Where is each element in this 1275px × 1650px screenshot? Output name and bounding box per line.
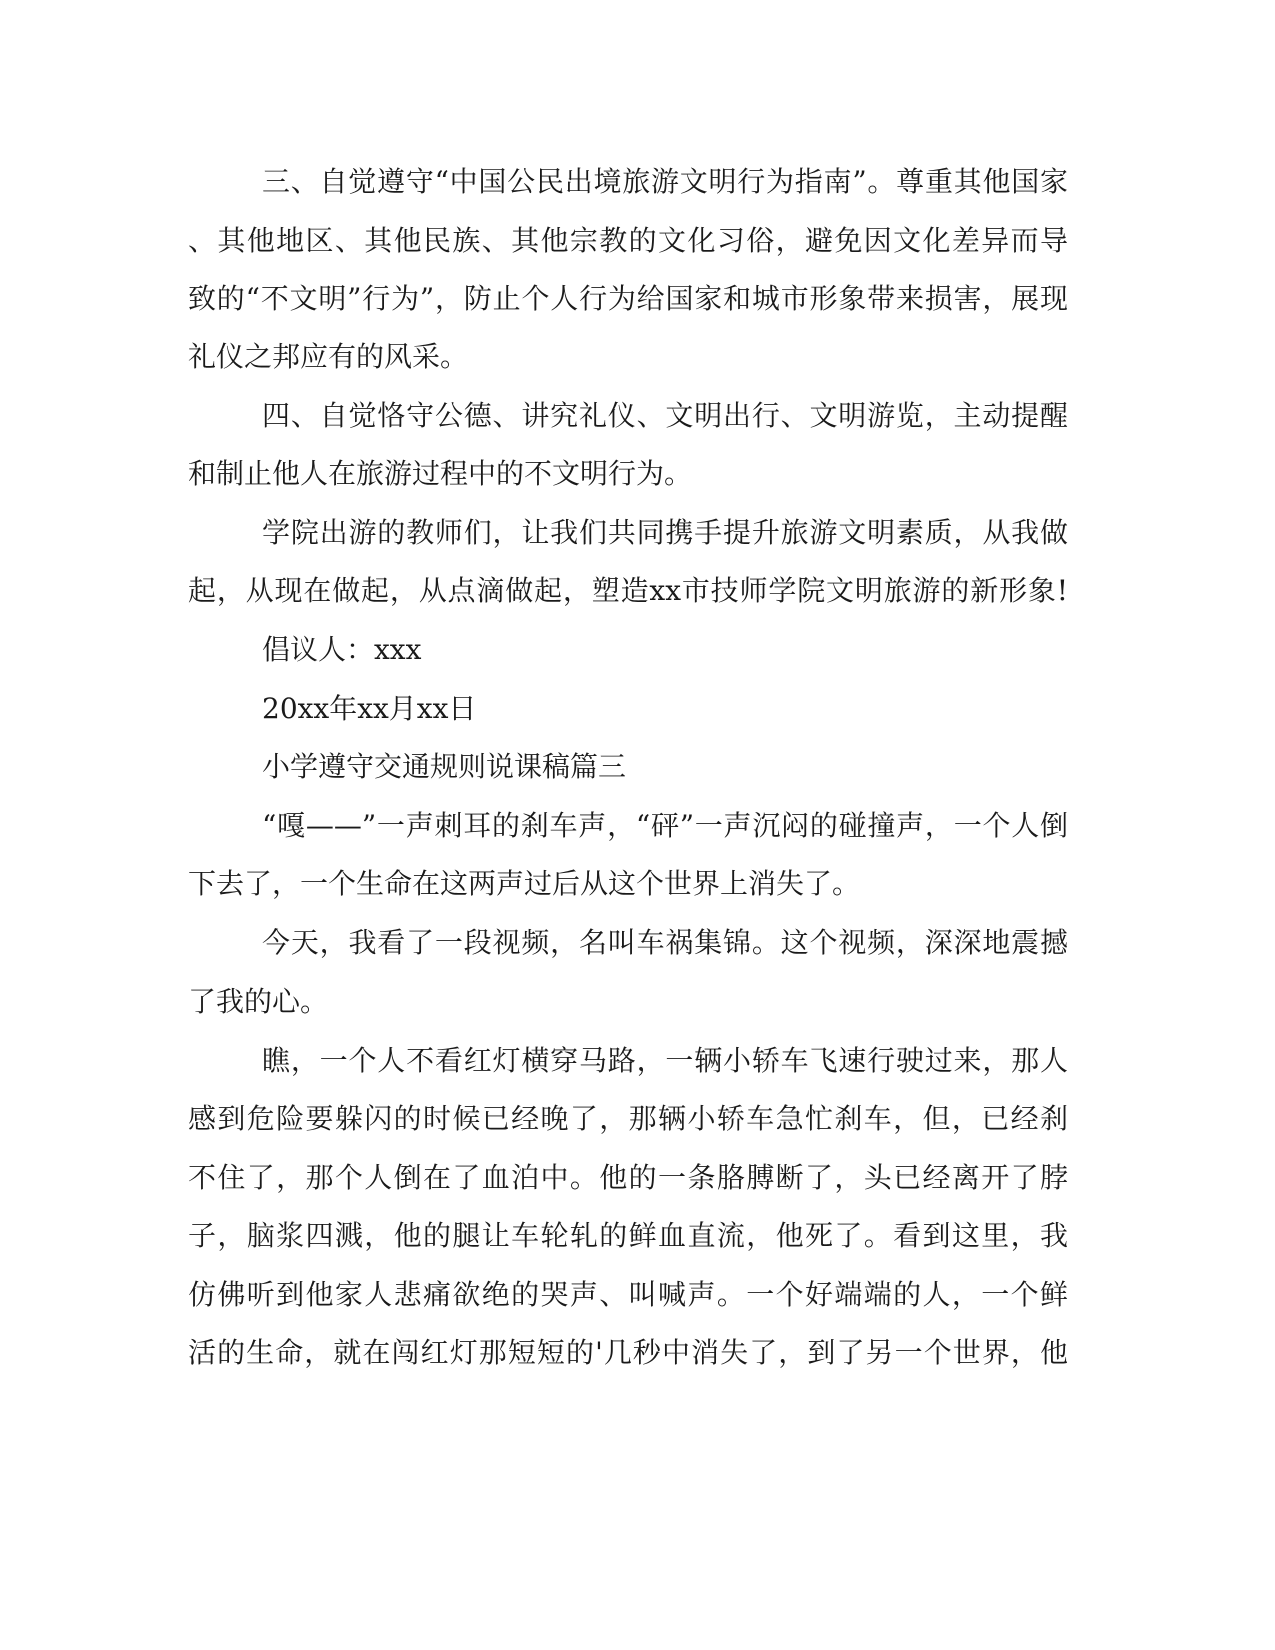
text-line: 子，脑浆四溅，他的腿让车轮轧的鲜血直流，他死了。看到这里，我	[188, 1219, 1068, 1252]
section-heading: 小学遵守交通规则说课稿篇三	[262, 750, 627, 783]
text-line: 三、自觉遵守“中国公民出境旅游文明行为指南”。尊重其他国家	[262, 165, 1068, 198]
text-line: 致的“不文明”行为”，防止个人行为给国家和城市形象带来损害，展现	[188, 282, 1068, 315]
text-line: 和制止他人在旅游过程中的不文明行为。	[188, 457, 693, 490]
text-line: 下去了，一个生命在这两声过后从这个世界上消失了。	[188, 867, 861, 900]
text-line: 活的生命，就在闯红灯那短短的'几秒中消失了，到了另一个世界，他	[188, 1336, 1068, 1369]
text-line: 仿佛听到他家人悲痛欲绝的哭声、叫喊声。一个好端端的人，一个鲜	[188, 1278, 1068, 1311]
text-line: 、其他地区、其他民族、其他宗教的文化习俗，避免因文化差异而导	[188, 224, 1068, 257]
text-line: “嘎——”一声刺耳的刹车声，“砰”一声沉闷的碰撞声，一个人倒	[262, 809, 1068, 842]
signer-line: 倡议人：xxx	[262, 633, 422, 666]
text-line: 今天，我看了一段视频，名叫车祸集锦。这个视频，深深地震撼	[262, 926, 1068, 959]
text-line: 瞧，一个人不看红灯横穿马路，一辆小轿车飞速行驶过来，那人	[262, 1044, 1068, 1077]
text-line: 不住了，那个人倒在了血泊中。他的一条胳膊断了，头已经离开了脖	[188, 1161, 1068, 1194]
text-line: 学院出游的教师们，让我们共同携手提升旅游文明素质，从我做	[262, 516, 1068, 549]
text-line: 感到危险要躲闪的时候已经晚了，那辆小轿车急忙刹车，但，已经刹	[188, 1102, 1068, 1135]
date-line: 20xx年xx月xx日	[262, 692, 477, 725]
text-line: 四、自觉恪守公德、讲究礼仪、文明出行、文明游览，主动提醒	[262, 399, 1068, 432]
text-line: 了我的心。	[188, 985, 329, 1018]
text-line: 起，从现在做起，从点滴做起，塑造xx市技师学院文明旅游的新形象!	[188, 574, 1068, 607]
text-line: 礼仪之邦应有的风采。	[188, 340, 469, 373]
